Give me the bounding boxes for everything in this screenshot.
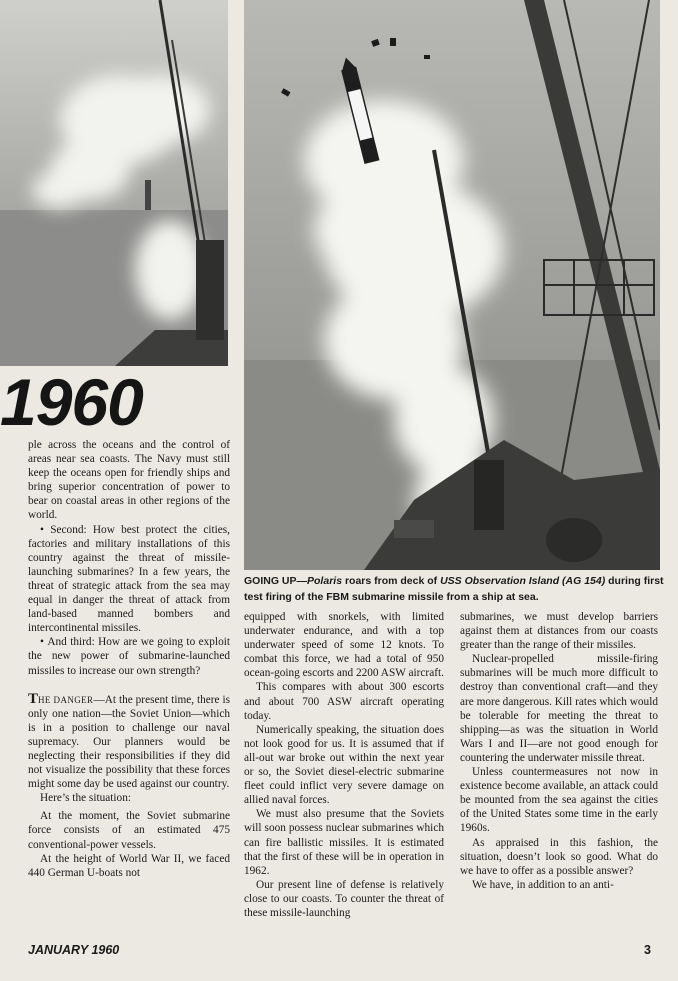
paragraph: Unless countermeasures not now in existence become available, an attack could be mounted from the sea against the cities of the United States some time in the early 1960s. [460,766,658,835]
caption-text-1: roars from deck of [342,575,441,587]
section-paragraph [28,692,230,792]
caption-ship-name: USS Observation Island (AG 154) [440,575,606,587]
paragraph: ple across the oceans and the control of areas near sea coasts. The Navy must still keep the oceans open for friendly ships and bring superior concentration of power to bear on coastal areas in other regions of the world. [28,439,230,522]
caption-missile-name: Polaris [307,575,343,587]
paragraph: Our present line of defense is relatively close to our coasts. To counter the threat of these missile-launching [244,878,444,919]
paragraph: As appraised in this fashion, the situation, doesn’t look so good. What do we have to offer as a possible answer? [460,836,658,877]
paragraph: submarines, we must develop barriers against them at distances from our coasts greater than the range of their missiles. [460,611,658,652]
article-column-3 [460,610,658,892]
paragraph: We must also presume that the Soviets will soon possess nuclear submarines which can fire ballistic missiles. It is estimated that the first of these will be in operation in 1962. [244,808,444,877]
footer-date: JANUARY 1960 [28,943,120,957]
article-column-2 [244,610,444,920]
paragraph: Nuclear-propelled missile-firing submarines will be much more difficult to destroy than conventional craft—and they are more dangerous. Kill rates which would be tolerable for meeting the threat to shipping—as was the situation in World Wars I and II—are not good enough for countering the underwater missile threat. [460,653,658,764]
year-heading: 1960 [0,365,143,439]
page-number: 3 [644,943,651,957]
caption-lead: GOING UP— [244,575,308,587]
paragraph: Here’s the situation: [40,792,131,805]
paragraph: • Second: How best protect the cities, factories and military installations of this country against the threat of missile-launching submarines? In a few years, the threat of strategic attack from the sea may equal in danger the threat of attack from land-based manned bombers and intercontinental missiles. [28,523,230,636]
caption-text-2: during first test firing of the FBM submarine missile from a ship at sea. [244,575,664,603]
paragraph: This compares with about 300 escorts and about 700 ASW aircraft operating today. [244,681,444,722]
photo-missile-launch-left [0,0,228,366]
paragraph: At the moment, the Soviet submarine force consists of an estimated 475 conventional-power vessels. [28,810,230,851]
paragraph: equipped with snorkels, with limited underwater endurance, and with a top underwater speed of some 12 knots. To combat this force, we had a total of 950 ocean-going escorts and 2200 ASW aircraft. [244,611,444,680]
photo-polaris-launch [244,0,660,570]
paragraph: Numerically speaking, the situation does not look good for us. It is assumed that if all-out war broke out within the next year or so, the Soviet diesel-electric submarine fleet could inflict very severe damage on allied naval forces. [244,723,444,807]
paragraph: At the height of World War II, we faced 440 German U-boats not [28,852,230,879]
article-column-1 [28,438,230,880]
paragraph-text: —At the present time, there is only one nation—the Soviet Union—which is in a position to challenge our naval supremacy. Our planners would be neglecting their responsibilities if they did not visualize the possibility that these forces might some day be used against our country. [28,693,230,791]
paragraph: We have, in addition to an anti- [472,878,614,891]
photo-caption [244,573,669,605]
drop-cap: T [28,690,39,707]
section-heading: HE DANGER [38,694,94,705]
paragraph: • And third: How are we going to exploit the new power of submarine-launched missiles to increase our own strength? [28,635,230,677]
